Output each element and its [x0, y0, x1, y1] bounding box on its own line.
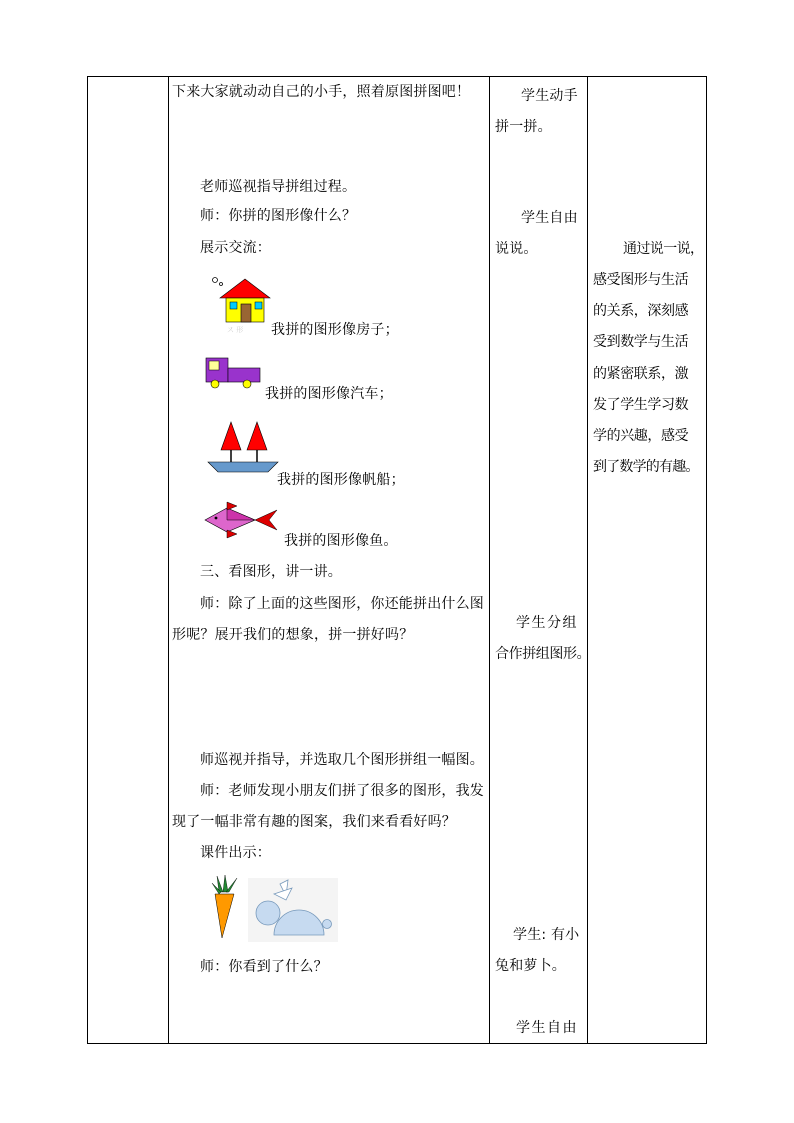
fish-picture — [203, 500, 283, 546]
table-top-border — [87, 76, 707, 77]
carrot-picture — [208, 874, 242, 942]
courseware-label: 课件出示： — [200, 845, 271, 861]
house-picture — [203, 272, 273, 340]
table-divider-3 — [587, 76, 588, 1043]
student-activity-2-line-2: 说说。 — [495, 241, 538, 257]
student-activity-4-line-1: 学生: 有小 — [513, 927, 580, 943]
design-intent-line-1: 通过说一说， — [623, 241, 704, 257]
table-bottom-border — [87, 1043, 707, 1044]
svg-text:ス 形: ス 形 — [227, 326, 244, 334]
patrol-line: 老师巡视指导拼组过程。 — [200, 179, 357, 195]
design-intent-line-8: 到了数学的有趣。 — [593, 459, 699, 475]
design-intent-line-5: 的紧密联系，激 — [593, 366, 689, 382]
boat-picture — [206, 418, 280, 474]
car-caption: 我拼的图形像汽车； — [265, 386, 393, 402]
student-activity-3-line-2: 合作拼组图形。 — [495, 646, 591, 662]
student-activity-4-line-2: 兔和萝卜。 — [495, 958, 566, 974]
boat-caption: 我拼的图形像帆船； — [277, 472, 405, 488]
student-activity-1-line-1: 学生动手 — [521, 88, 578, 104]
fish-caption: 我拼的图形像鱼。 — [284, 533, 398, 549]
table-border-left — [87, 76, 88, 1043]
design-intent-line-2: 感受图形与生活 — [593, 272, 689, 288]
design-intent-line-3: 的关系，深刻感 — [593, 303, 689, 319]
teacher-find-line-2: 现了一幅非常有趣的图案，我们来看看好吗？ — [172, 814, 456, 830]
design-intent-line-7: 学的兴趣，感受 — [593, 428, 689, 444]
design-intent-line-4: 受到数学与生活 — [593, 334, 689, 350]
rabbit-picture — [244, 878, 340, 942]
teacher-question-2-line-2: 形呢？展开我们的想象，拼一拼好吗？ — [172, 627, 414, 643]
car-picture — [203, 354, 265, 390]
table-divider-2 — [489, 76, 490, 1043]
show-label: 展示交流： — [200, 240, 271, 256]
design-intent-line-6: 发了学生学习数 — [593, 397, 689, 413]
teacher-find-line-1: 师：老师发现小朋友们拼了很多的图形，我发 — [200, 783, 484, 799]
patrol-2-line: 师巡视并指导，并选取几个图形拼组一幅图。 — [200, 752, 484, 768]
teacher-question-2-line-1: 师：除了上面的这些图形，你还能拼出什么图 — [200, 596, 484, 612]
teacher-question-3: 师：你看到了什么？ — [200, 959, 328, 975]
teacher-question-1: 师：你拼的图形像什么？ — [200, 208, 357, 224]
section-3-title: 三、看图形，讲一讲。 — [200, 564, 342, 580]
student-activity-1-line-2: 拼一拼。 — [495, 119, 552, 135]
table-divider-1 — [168, 76, 169, 1043]
table-border-right — [706, 76, 707, 1043]
student-activity-3-line-1: 学生分组 — [516, 615, 578, 631]
student-activity-2-line-1: 学生自由 — [521, 210, 578, 226]
house-caption: 我拼的图形像房子； — [271, 322, 399, 338]
intro-line: 下来大家就动动自己的小手，照着原图拼图吧！ — [172, 84, 471, 100]
student-activity-5-line-1: 学生自由 — [516, 1020, 578, 1036]
